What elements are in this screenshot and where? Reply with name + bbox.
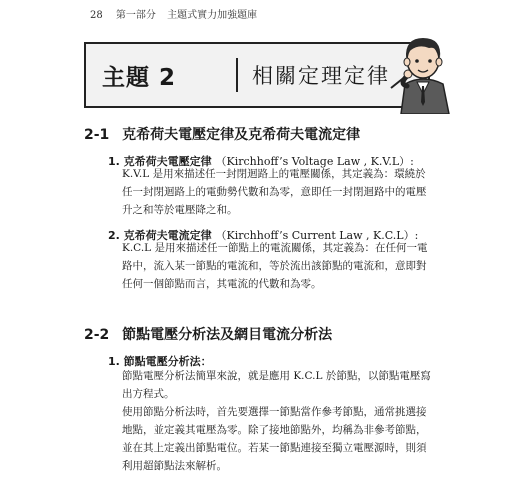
section-title: 克希荷夫電壓定律及克希荷夫電流定律	[122, 127, 361, 143]
item-heading-text: 2. 克希荷夫電流定律	[108, 229, 212, 242]
text-line: 任何一個節點而言，其電流的代數和為零。	[122, 278, 322, 290]
header-part: 第一部分	[115, 10, 156, 21]
section-heading-2-1	[84, 124, 360, 144]
topic-divider	[236, 58, 238, 92]
topic-title: 相關定理定律	[252, 64, 390, 88]
text-line: 出方程式。	[122, 388, 175, 400]
text-line: 任一封閉迴路上的電動勢代數和為零，意即任一封閉迴路中的電壓	[122, 186, 427, 198]
section-title: 節點電壓分析法及網目電流分析法	[122, 327, 333, 343]
text-line: 使用節點分析法時，首先要選擇一節點當作參考節點，通常挑選接	[122, 406, 427, 418]
text-line: 升之和等於電壓降之和。	[122, 204, 238, 216]
item-heading-text: 1. 節點電壓分析法：	[108, 355, 212, 368]
item-heading-english: （Kirchhoff’s Voltage Law , K.V.L）:	[215, 155, 414, 168]
section-number: 2-2	[84, 327, 110, 343]
section-heading-2-2	[84, 324, 332, 344]
text-line: 利用超節點法來解析。	[122, 460, 227, 472]
text-line: 節點電壓分析法簡單來說，就是應用 K.C.L 於節點，以節點電壓寫	[122, 370, 431, 382]
page-header	[90, 6, 257, 21]
kvl-paragraph	[122, 165, 444, 219]
text-line: 地點，並定義其電壓為零。除了接地節點外，均稱為非參考節點，	[122, 424, 427, 436]
kcl-paragraph	[122, 239, 444, 293]
section-number: 2-1	[84, 127, 110, 143]
text-line: 並在其上定義出節點電位。若某一節點連接至獨立電壓源時，則須	[122, 442, 427, 454]
topic-banner	[84, 42, 430, 108]
text-line: 路中，流入某一節點的電流和，等於流出該節點的電流和，意即對	[122, 260, 427, 272]
node-voltage-paragraph	[122, 367, 444, 475]
item-heading-english: （Kirchhoff’s Current Law , K.C.L）:	[215, 229, 419, 242]
topic-label: 主題 2	[102, 65, 177, 91]
teacher-mascot-icon	[385, 22, 455, 114]
text-line: K.V.L 是用來描述任一封閉迴路上的電壓關係，其定義為：環繞於	[122, 168, 426, 180]
item-heading-text: 1. 克希荷夫電壓定律	[108, 155, 212, 168]
page-number: 28	[90, 10, 103, 21]
header-book-title: 主題式實力加強題庫	[167, 10, 258, 21]
text-line: K.C.L 是用來描述任一節點上的電流關係，其定義為：在任何一電	[122, 242, 428, 254]
